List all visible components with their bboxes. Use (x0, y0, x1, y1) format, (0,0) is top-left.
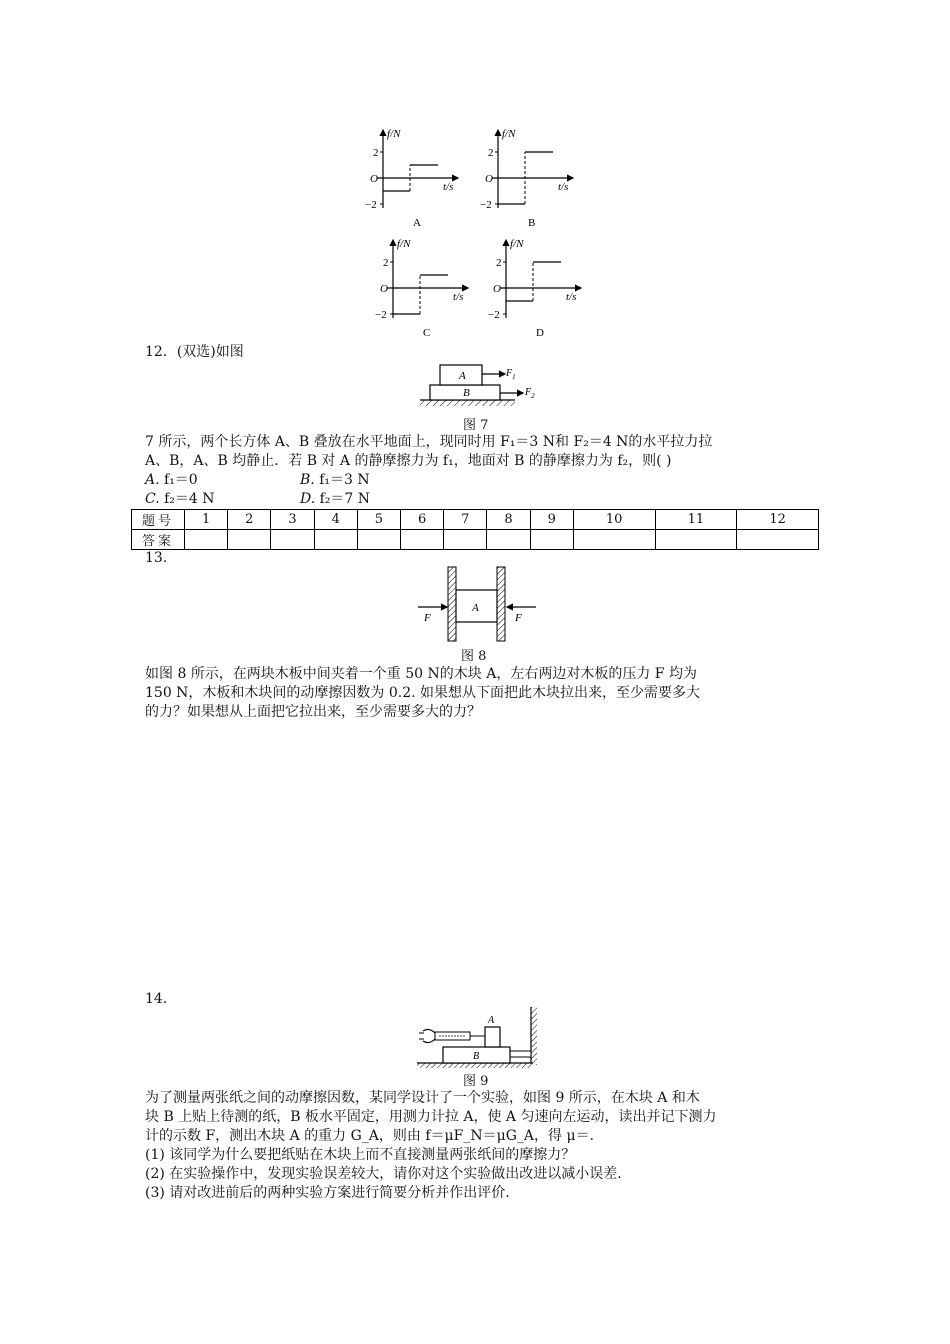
q14-line3: 计的示数 F，测出木块 A 的重力 G_A，则由 f＝μF_N＝μG_A，得 μ＝. (145, 1128, 595, 1144)
q14-sub1: (1) 该同学为什么要把纸贴在木块上而不直接测量两张纸间的摩擦力？ (145, 1147, 576, 1163)
board-b-label: B (473, 1051, 480, 1062)
answer-cell[interactable] (655, 530, 737, 550)
answer-table (131, 509, 819, 550)
option-a-text: f₁＝0 (164, 472, 198, 488)
answer-cell[interactable] (444, 530, 487, 550)
q12-option-c (145, 490, 215, 509)
answer-cell[interactable] (573, 530, 655, 550)
q14-number: 14. (145, 991, 168, 1007)
graph-panel-label: A (413, 217, 421, 229)
q13-line3: 的力？如果想从上面把它拉出来，至少需要多大的力？ (145, 704, 481, 720)
graph-panel-label: D (536, 327, 544, 339)
tick-neg-label: −2 (375, 309, 387, 321)
q12-option-a (145, 471, 198, 490)
origin-label: O (370, 173, 378, 185)
question-number-cell: 9 (530, 510, 573, 530)
question-number-cell: 8 (487, 510, 530, 530)
question-number-cell: 6 (401, 510, 444, 530)
q12-intro: 12．(双选)如图 (145, 344, 244, 360)
q13-line1: 如图 8 所示，在两块木板中间夹着一个重 50 N的木块 A，左右两边对木板的压力 F 均为 (145, 666, 697, 682)
answer-cell[interactable] (737, 530, 819, 550)
wall-hatch (531, 1007, 537, 1065)
q14-sub3: (3) 请对改进前后的两种实验方案进行简要分析并作出评价. (145, 1185, 510, 1201)
tick-pos-label: 2 (496, 257, 502, 269)
figure-9-experiment (415, 1005, 545, 1070)
option-c-letter: C. (145, 491, 160, 507)
question-number-cell: 12 (737, 510, 819, 530)
y-axis-label: f/N (502, 128, 516, 140)
origin-label: O (380, 283, 388, 295)
origin-label: O (485, 173, 493, 185)
answer-cell[interactable] (228, 530, 271, 550)
graphs-root (365, 128, 581, 339)
answer-table-answer-row (132, 530, 819, 550)
origin-label: O (493, 283, 501, 295)
graph-panel-A (365, 128, 458, 229)
answer-table-header-row (132, 510, 819, 530)
q12-stem-line2: A、B，A、B 均静止．若 B 对 A 的静摩擦力为 f₁，地面对 B 的静摩擦力为 f₂，则( ) (145, 453, 672, 469)
figure-8-clamped-block (410, 565, 550, 645)
left-board (448, 567, 456, 641)
block-a (485, 1027, 500, 1047)
answer-cell[interactable] (271, 530, 314, 550)
figure-7-caption: 图 7 (463, 418, 489, 433)
x-axis-label: t/s (558, 181, 569, 193)
tick-neg-label: −2 (365, 199, 377, 211)
answer-cell[interactable] (487, 530, 530, 550)
tick-pos-label: 2 (383, 257, 389, 269)
tick-pos-label: 2 (488, 147, 494, 159)
tick-neg-label: −2 (480, 199, 492, 211)
graph-panel-label: B (528, 217, 536, 229)
tick-pos-label: 2 (373, 147, 379, 159)
question-number-cell: 3 (271, 510, 314, 530)
question-number-cell: 2 (228, 510, 271, 530)
tick-neg-label: −2 (488, 309, 500, 321)
answer-header: 答案 (132, 530, 185, 550)
question-number-cell: 7 (444, 510, 487, 530)
option-d-letter: D. (300, 491, 316, 507)
option-d-text: f₂＝7 N (319, 491, 371, 507)
question-number-cell: 10 (573, 510, 655, 530)
q14-line2: 块 B 上贴上待测的纸，B 板水平固定，用测力计拉 A，使 A 匀速向左运动，读出并记下测力 (145, 1109, 717, 1125)
q14-sub2: (2) 在实验操作中，发现实验误差较大，请你对这个实验做出改进以减小误差. (145, 1166, 622, 1182)
x-axis-label: t/s (453, 291, 464, 303)
x-axis-label: t/s (566, 291, 577, 303)
q13-line2: 150 N，木板和木块间的动摩擦因数为 0.2. 如果想从下面把此木块拉出来，至少需要多大 (145, 685, 701, 701)
block-a-label: A (488, 1015, 495, 1026)
option-c-text: f₂＝4 N (164, 491, 215, 507)
graph-panel-C (375, 238, 468, 339)
force-f1-label: $F_1$ (506, 368, 516, 381)
q12-stem-line1: 7 所示，两个长方体 A、B 叠放在水平地面上，现同时用 F₁＝3 N和 F₂＝4 N的水平拉力拉 (145, 434, 713, 450)
option-a-letter: A. (145, 472, 160, 488)
y-axis-label: f/N (510, 238, 524, 250)
question-number-cell: 11 (655, 510, 737, 530)
right-board (497, 567, 505, 641)
x-axis-label: t/s (443, 181, 454, 193)
block-a-label: A (472, 602, 479, 614)
question-number-cell: 4 (314, 510, 357, 530)
graph-panel-D (488, 238, 581, 339)
q13-number: 13. (145, 550, 168, 566)
q12-option-b (300, 471, 370, 490)
answer-cell[interactable] (530, 530, 573, 550)
graph-panel-B (480, 128, 573, 229)
graph-panel-label: C (423, 327, 431, 339)
block-a-label: A (459, 370, 466, 382)
option-b-letter: B. (300, 472, 315, 488)
question-number-cell: 1 (185, 510, 228, 530)
right-force-label: F (515, 612, 522, 624)
figure-9-caption: 图 9 (463, 1074, 489, 1089)
q12-option-d (300, 490, 370, 509)
question-number-header: 题号 (132, 510, 185, 530)
answer-cell[interactable] (314, 530, 357, 550)
y-axis-label: f/N (387, 128, 401, 140)
figure-7-blocks (415, 360, 550, 415)
y-axis-label: f/N (397, 238, 411, 250)
answer-cell[interactable] (357, 530, 400, 550)
left-force-label: F (424, 612, 431, 624)
block-b-label: B (463, 387, 470, 399)
answer-cell[interactable] (401, 530, 444, 550)
option-b-text: f₁＝3 N (319, 472, 370, 488)
figure-8-caption: 图 8 (461, 649, 487, 664)
friction-time-graphs (355, 120, 595, 345)
answer-cell[interactable] (185, 530, 228, 550)
q14-line1: 为了测量两张纸之间的动摩擦因数，某同学设计了一个实验，如图 9 所示，在木块 A 和木 (145, 1090, 700, 1106)
wall-support (510, 1051, 531, 1057)
ground-hatch (420, 400, 515, 406)
floor-hatch (417, 1063, 531, 1068)
force-f2-label: $F_2$ (525, 387, 535, 400)
question-number-cell: 5 (357, 510, 400, 530)
hand-icon (419, 1029, 435, 1042)
